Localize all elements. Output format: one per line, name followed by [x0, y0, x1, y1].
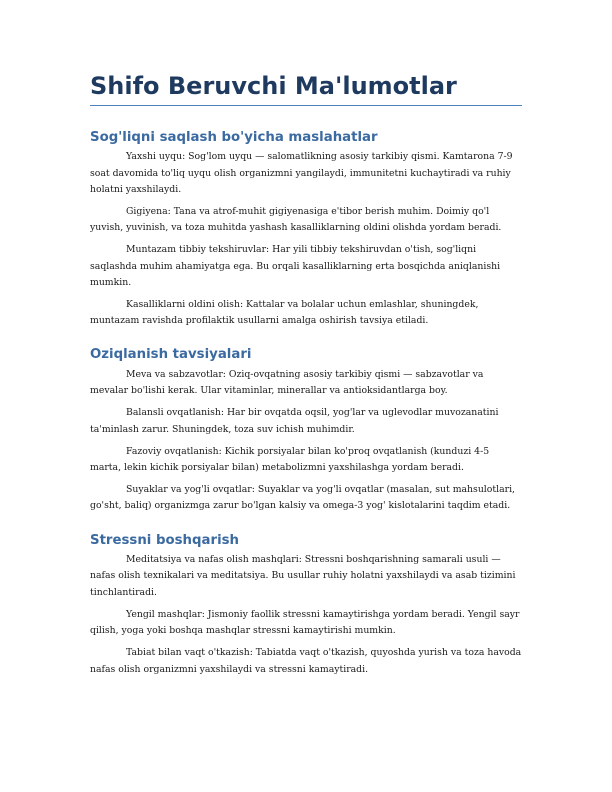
paragraph: Meditatsiya va nafas olish mashqlari: Stressni boshqarishning samarali usuli — nafas olish texnikalari va meditatsiya. Bu usullar ruhiy holatni yaxshilaydi va asab tizimini tinchlantiradi.	[90, 554, 516, 598]
paragraph: Gigiyena: Tana va atrof-muhit gigiyenasiga e'tibor berish muhim. Doimiy qo'l yuvish, yuvinish, va toza muhitda yashash kasalliklarning oldini olishda yordam beradi.	[90, 206, 502, 234]
section-health-tips	[90, 130, 522, 330]
title-underline	[90, 105, 522, 106]
paragraph: Tabiat bilan vaqt o'tkazish: Tabiatda vaqt o'tkazish, quyoshda yurish va toza havoda nafas olish organizmni yaxshilaydi va stressni kamaytiradi.	[90, 647, 522, 675]
paragraph: Balansli ovqatlanish: Har bir ovqatda oqsil, yog'lar va uglevodlar muvozanatini ta'minlash zarur. Shuningdek, toza suv ichish muhimdir.	[90, 407, 499, 435]
document-title: Shifo Beruvchi Ma'lumotlar	[90, 72, 457, 100]
section-nutrition	[90, 347, 522, 514]
paragraph: Meva va sabzavotlar: Oziq-ovqatning asosiy tarkibiy qismi — sabzavotlar va mevalar bo'lishi kerak. Ular vitaminlar, minerallar va antioksidantlarga boy.	[90, 369, 484, 397]
paragraph: Yaxshi uyqu: Sog'lom uyqu — salomatlikning asosiy tarkibiy qismi. Kamtarona 7-9 soat davomida to'liq uyqu olish organizmni yangilaydi, immunitetni kuchaytiradi va ruhiy holatni yaxshilaydi.	[90, 151, 513, 195]
paragraph: Muntazam tibbiy tekshiruvlar: Har yili tibbiy tekshiruvdan o'tish, sog'liqni saqlashda muhim ahamiyatga ega. Bu orqali kasalliklarning erta bosqichda aniqlanishi mumkin.	[90, 244, 501, 288]
paragraph: Yengil mashqlar: Jismoniy faollik stressni kamaytirishga yordam beradi. Yengil sayr qilish, yoga yoki boshqa mashqlar stressni kamaytirishi mumkin.	[90, 608, 520, 637]
section-stress	[90, 533, 522, 678]
paragraph: Kasalliklarni oldini olish: Kattalar va bolalar uchun emlashlar, shuningdek, muntazam ravishda profilaktik usullarni amalga oshirish tavsiya etiladi.	[90, 299, 479, 327]
section-heading: Sog'liqni saqlash bo'yicha maslahatlar	[90, 129, 378, 145]
paragraph: Fazoviy ovqatlanish: Kichik porsiyalar bilan ko'proq ovqatlanish (kunduzi 4-5 marta, lekin kichik porsiyalar bilan) metabolizmni yaxshilashga yordam beradi.	[90, 445, 490, 474]
section-heading: Stressni boshqarish	[90, 532, 240, 548]
paragraph: Suyaklar va yog'li ovqatlar: Suyaklar va yog'li ovqatlar (masalan, sut mahsulotlari, go'sht, baliq) organizmga zarur bo'lgan kalsiy va omega-3 yog' kislotalarini taqdim etadi.	[90, 484, 516, 512]
section-heading: Oziqlanish tavsiyalari	[90, 347, 252, 363]
